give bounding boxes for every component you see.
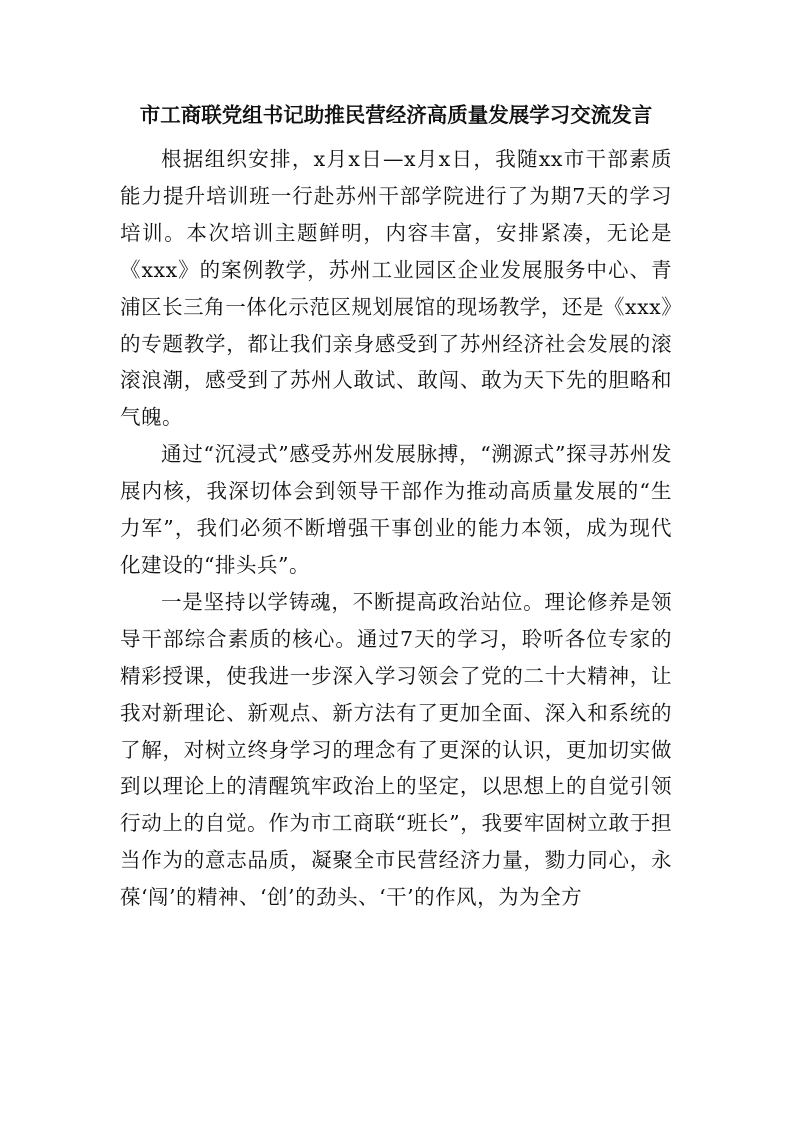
paragraph-point-one: 一是坚持以学铸魂，不断提高政治站位。理论修养是领导干部综合素质的核心。通过7天的学习，聆听各位专家的精彩授课，使我进一步深入学习领会了党的二十大精神，让我对新理论、新观点、新方法有了更加全面、深入和系统的了解，对树立终身学习的理念有了更深的认识，更加切实做到以理论上的清醒筑牢政治上的坚定，以思想上的自觉引领行动上的自觉。作为市工商联“班长”，我要牢固树立敢于担当作为的意志品质，凝聚全市民营经济力量，勠力同心，永葆‘闯’的精神、‘创’的劲头、‘干’的作风，为为全方 bbox=[120, 589, 672, 910]
document-title: 市工商联党组书记助推民营经济高质量发展学习交流发言 bbox=[139, 103, 653, 127]
paragraph-intro: 根据组织安排，x月x日—x月x日，我随xx市干部素质能力提升培训班一行赴苏州干部学院进行了为期7天的学习培训。本次培训主题鲜明，内容丰富，安排紧凑，无论是《xxx》的案例教学，苏州工业园区企业发展服务中心、青浦区长三角一体化示范区规划展馆的现场教学，还是《xxx》的专题教学，都让我们亲身感受到了苏州经济社会发展的滚滚浪潮，感受到了苏州人敢试、敢闯、敢为天下先的胆略和气魄。 bbox=[120, 147, 672, 430]
document-body bbox=[120, 98, 672, 916]
paragraph-summary: 通过“沉浸式”感受苏州发展脉搏，“溯源式”探寻苏州发展内核，我深切体会到领导干部作为推动高质量发展的“生力军”，我们必须不断增强干事创业的能力本领，成为现代化建设的“排头兵”。 bbox=[120, 442, 672, 577]
